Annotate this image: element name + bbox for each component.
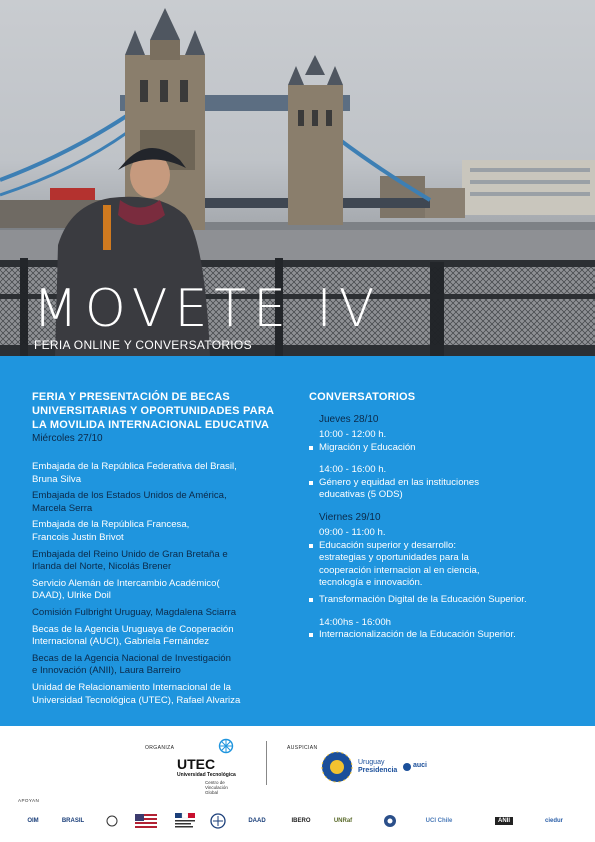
talk-topic [319,629,579,642]
bullet-icon [309,446,313,450]
sponsor-divider [266,741,267,785]
exhibitor-auci [32,624,292,649]
exhibitor-daad [32,578,292,603]
fair-title-line: UNIVERSITARIAS Y OPORTUNIDADES PARA [32,405,275,417]
event-subtitle: FERIA ONLINE Y CONVERSATORIOS [34,338,252,352]
fair-title [32,390,292,432]
exhibitor-line: Becas de la Agencia Nacional de Investigación [32,652,231,664]
exhibitor-line: Universidad Tecnológica (UTEC), Rafael Alvariza [32,694,241,706]
utec-center-line: Global [205,790,219,795]
exhibitor-france [32,519,292,544]
uruguay-presidencia-line1: Uruguay [358,759,385,766]
talk-time: 10:00 - 12:00 h. [319,429,387,440]
talk-topic-line: Educación superior y desarrollo: [319,539,457,551]
fulbright-logo-icon [208,808,228,834]
talk-topic [319,540,579,590]
unraf-logo: UNRaf [333,818,353,824]
exhibitor-line: Servicio Alemán de Intercambio Académico( [32,577,220,589]
daad-logo: DAAD [248,818,266,824]
talk-topic-line: Género y equidad en las instituciones [319,476,479,488]
talk-topic [319,477,579,502]
talk-topic-line: tecnología e innovación. [319,577,423,589]
talk-topic [319,442,579,455]
utec-center-line: Centro de Vinculación [205,780,228,790]
talk-topic [319,594,579,607]
fair-column [32,390,292,711]
exhibitor-uk [32,549,292,574]
program-section [0,356,595,726]
talk-time: 09:00 - 11:00 h. [319,526,386,538]
apoyan-label: APOYAN [18,798,40,803]
exhibitor-brazil [32,461,292,486]
exhibitor-fulbright [32,607,292,620]
auspician-label: AUSPICIAN [287,745,318,751]
talk-time: 14:00 - 16:00 h. [319,464,387,476]
france-embassy-logo [172,808,198,834]
bullet-icon [309,481,313,485]
fair-date: Miércoles 27/10 [32,433,103,444]
talk-slot-2 [319,464,579,502]
uruguay-sun-icon [320,750,354,784]
exhibitor-line: Francois Justin Brivot [32,531,124,543]
usa-flag-icon [134,808,158,834]
exhibitor-line: Marcela Serra [32,502,93,514]
bullet-icon [309,544,313,548]
exhibitor-line: e Innovación (ANII), Laura Barreiro [32,665,181,677]
talk-topic-line: cooperación internacion al en ciencia, [319,564,480,576]
exhibitor-line: DAAD), Ulrike Doil [32,590,111,602]
exhibitor-anii [32,653,292,678]
organiza-label: ORGANIZA [145,745,175,751]
utec-logo-subtitle: Universidad Tecnológica [177,772,236,778]
anii-logo: ANII [490,808,518,834]
exhibitor-line: Embajada de los Estados Unidos de América, [32,490,227,502]
utec-logo-text: UTEC [177,756,216,772]
bullet-icon [309,633,313,637]
talk-topic-line: estrategias y oportunidades para la [319,552,469,564]
talk-topic-line: Internacionalización de la Educación Superior. [319,629,516,641]
utec-emblem-icon [218,738,234,754]
ibero-logo: IBERO [291,818,311,824]
day-thursday: Jueves 28/10 [319,414,379,425]
talk-topic-line: educativas (5 ODS) [319,489,403,501]
exhibitor-line: Irlanda del Norte, Nicolás Brener [32,561,172,573]
exhibitor-line: Embajada de la República Francesa, [32,519,190,531]
bullet-icon [309,598,313,602]
day-friday: Viernes 29/10 [319,511,381,523]
auci-icon [402,762,412,772]
universidad-logo-icon [370,808,410,834]
exhibitor-usa [32,490,292,515]
uruguay-presidencia-line2: Presidencia [358,767,398,774]
talks-title: CONVERSATORIOS [309,391,416,403]
exhibitor-line: Embajada del Reino Unido de Gran Bretaña e [32,548,228,560]
exhibitor-line: Unidad de Relacionamiento Internacional de la [32,681,231,693]
talk-time: 14:00hs - 16:00h [319,616,392,628]
fair-title-line: FERIA Y PRESENTACIÓN DE BECAS [32,391,230,403]
fair-title-line: LA MOVILIDA INTERNACIONAL EDUCATIVA [32,419,270,431]
exhibitor-line: Bruna Silva [32,473,82,485]
hero-photo [0,0,595,356]
event-title: MOVETE IV [33,279,382,339]
oim-logo: OIM [27,818,39,824]
auci-logo-text: auci [413,762,428,769]
ciedur-logo: ciedur [544,818,563,824]
brasil-logo: BRASIL [61,818,85,824]
talk-slot-5 [319,617,579,642]
uk-crest-icon [102,808,122,834]
exhibitor-line: Comisión Fulbright Uruguay, Magdalena Sciarra [32,606,237,618]
talks-column [309,390,579,642]
utec-center-text [205,780,245,795]
talk-slot-3 [319,527,579,590]
talk-slot-4 [319,594,579,607]
exhibitor-line: Becas de la Agencia Uruguaya de Cooperación [32,623,234,635]
talk-topic-line: Migración y Educación [319,441,416,453]
exhibitor-list [32,461,292,707]
supporter-logos [18,808,578,834]
exhibitor-utec [32,682,292,707]
talk-topic-line: Transformación Digital de la Educación Superior. [319,593,527,605]
exhibitor-line: Embajada de la República Federativa del Brasil, [32,461,237,472]
uci-chile-logo: UCI Chile [425,818,453,824]
talk-slot-1 [319,429,579,454]
exhibitor-line: Internacional (AUCI), Gabriela Fernández [32,636,210,648]
